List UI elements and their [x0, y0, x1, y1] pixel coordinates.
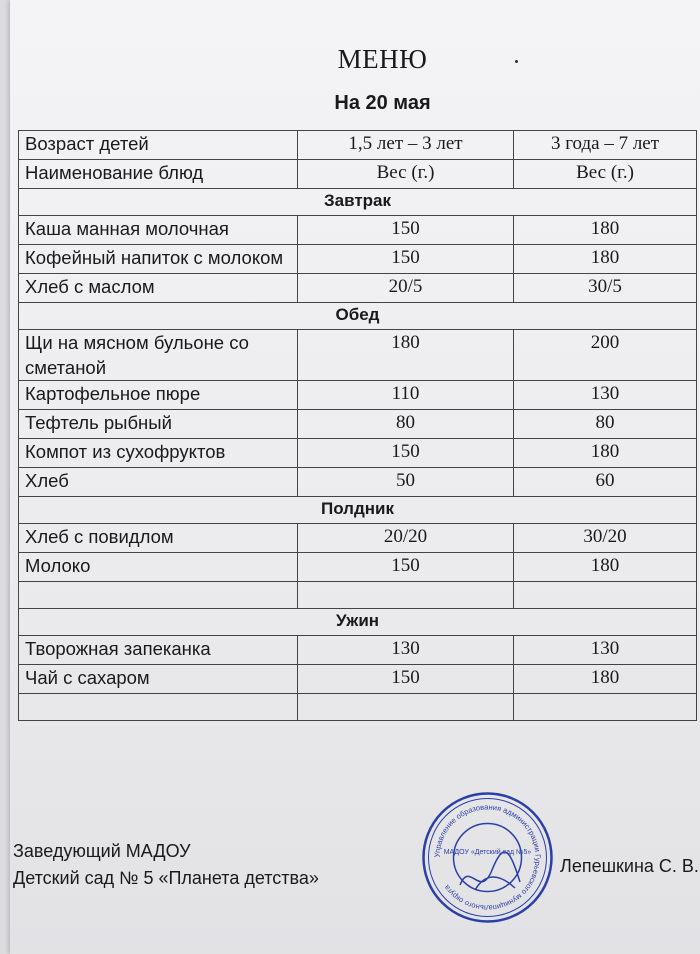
footer-position: Заведующий МАДОУ: [13, 841, 191, 861]
header-weight-old: Вес (г.): [514, 160, 697, 189]
dish-row: [19, 636, 697, 665]
section-row: [19, 497, 697, 524]
weight-old: 30/20: [514, 524, 697, 553]
section-row: [19, 303, 697, 330]
dish-row: [19, 245, 697, 274]
dish-row: [19, 553, 697, 582]
dish-name: Картофельное пюре: [19, 381, 298, 410]
stamp-outer-text: Управление образования администрации Гурьевского муниципального округа: [432, 802, 543, 913]
dish-name: Хлеб: [19, 468, 298, 497]
weight-young: [298, 582, 514, 609]
signature-scribble: [460, 852, 520, 890]
weight-young: 150: [298, 439, 514, 468]
footer-block: [13, 838, 319, 892]
signer-name: Лепешкина С. В.: [560, 856, 699, 876]
dish-row: [19, 439, 697, 468]
stamp-inner-ring: [429, 799, 547, 917]
weight-young: 20/5: [298, 274, 514, 303]
dish-name: Чай с сахаром: [19, 665, 298, 694]
dish-row: [19, 410, 697, 439]
menu-table: [18, 130, 697, 721]
dish-row: [19, 665, 697, 694]
section-title: Обед: [19, 303, 697, 330]
section-title: Завтрак: [19, 189, 697, 216]
weight-young: 20/20: [298, 524, 514, 553]
weight-old: 80: [514, 410, 697, 439]
dish-name: Хлеб с повидлом: [19, 524, 298, 553]
header-row-dish: [19, 160, 697, 189]
weight-young: 150: [298, 665, 514, 694]
weight-old: [514, 582, 697, 609]
dish-name: Компот из сухофруктов: [19, 439, 298, 468]
empty-row: [19, 694, 697, 721]
dish-row: [19, 524, 697, 553]
dish-name: Кофейный напиток с молоком: [19, 245, 298, 274]
weight-old: 180: [514, 553, 697, 582]
weight-old: 180: [514, 216, 697, 245]
header-age-label: Возраст детей: [19, 131, 298, 160]
section-title: Ужин: [19, 609, 697, 636]
weight-old: 130: [514, 381, 697, 410]
weight-old: 180: [514, 245, 697, 274]
weight-young: 130: [298, 636, 514, 665]
header-dish-label: Наименование блюд: [19, 160, 298, 189]
section-title: Полдник: [19, 497, 697, 524]
menu-date: На 20 мая: [334, 92, 431, 114]
dish-name: [19, 694, 298, 721]
dish-name: [19, 582, 298, 609]
header-age-young: 1,5 лет – 3 лет: [298, 131, 514, 160]
dish-row: [19, 330, 697, 381]
empty-row: [19, 582, 697, 609]
weight-young: 150: [298, 216, 514, 245]
menu-table-body: [19, 131, 697, 721]
header-age-old: 3 года – 7 лет: [514, 131, 697, 160]
dish-name: Каша манная молочная: [19, 216, 298, 245]
page-title: МЕНЮ: [337, 44, 428, 74]
dish-name: Тефтель рыбный: [19, 410, 298, 439]
weight-young: [298, 694, 514, 721]
dish-name: Молоко: [19, 553, 298, 582]
dish-row: [19, 468, 697, 497]
weight-old: 60: [514, 468, 697, 497]
weight-old: 200: [514, 330, 697, 381]
header-row-age: [19, 131, 697, 160]
weight-young: 180: [298, 330, 514, 381]
dish-row: [19, 216, 697, 245]
weight-young: 150: [298, 245, 514, 274]
weight-young: 110: [298, 381, 514, 410]
weight-young: 80: [298, 410, 514, 439]
section-row: [19, 189, 697, 216]
dish-name: Щи на мясном бульоне со сметаной: [19, 330, 298, 381]
dish-name: Хлеб с маслом: [19, 274, 298, 303]
weight-old: 180: [514, 665, 697, 694]
section-row: [19, 609, 697, 636]
weight-old: 180: [514, 439, 697, 468]
header-weight-young: Вес (г.): [298, 160, 514, 189]
weight-young: 50: [298, 468, 514, 497]
weight-old: 130: [514, 636, 697, 665]
stamp-outer-ring: [424, 794, 552, 922]
dish-row: [19, 381, 697, 410]
official-stamp: [420, 790, 555, 925]
weight-old: 30/5: [514, 274, 697, 303]
dish-name: Творожная запеканка: [19, 636, 298, 665]
dish-row: [19, 274, 697, 303]
weight-old: [514, 694, 697, 721]
footer-organization: Детский сад № 5 «Планета детства»: [13, 868, 319, 888]
stamp-center-text: МАДОУ «Детский сад №5»: [443, 849, 532, 856]
weight-young: 150: [298, 553, 514, 582]
